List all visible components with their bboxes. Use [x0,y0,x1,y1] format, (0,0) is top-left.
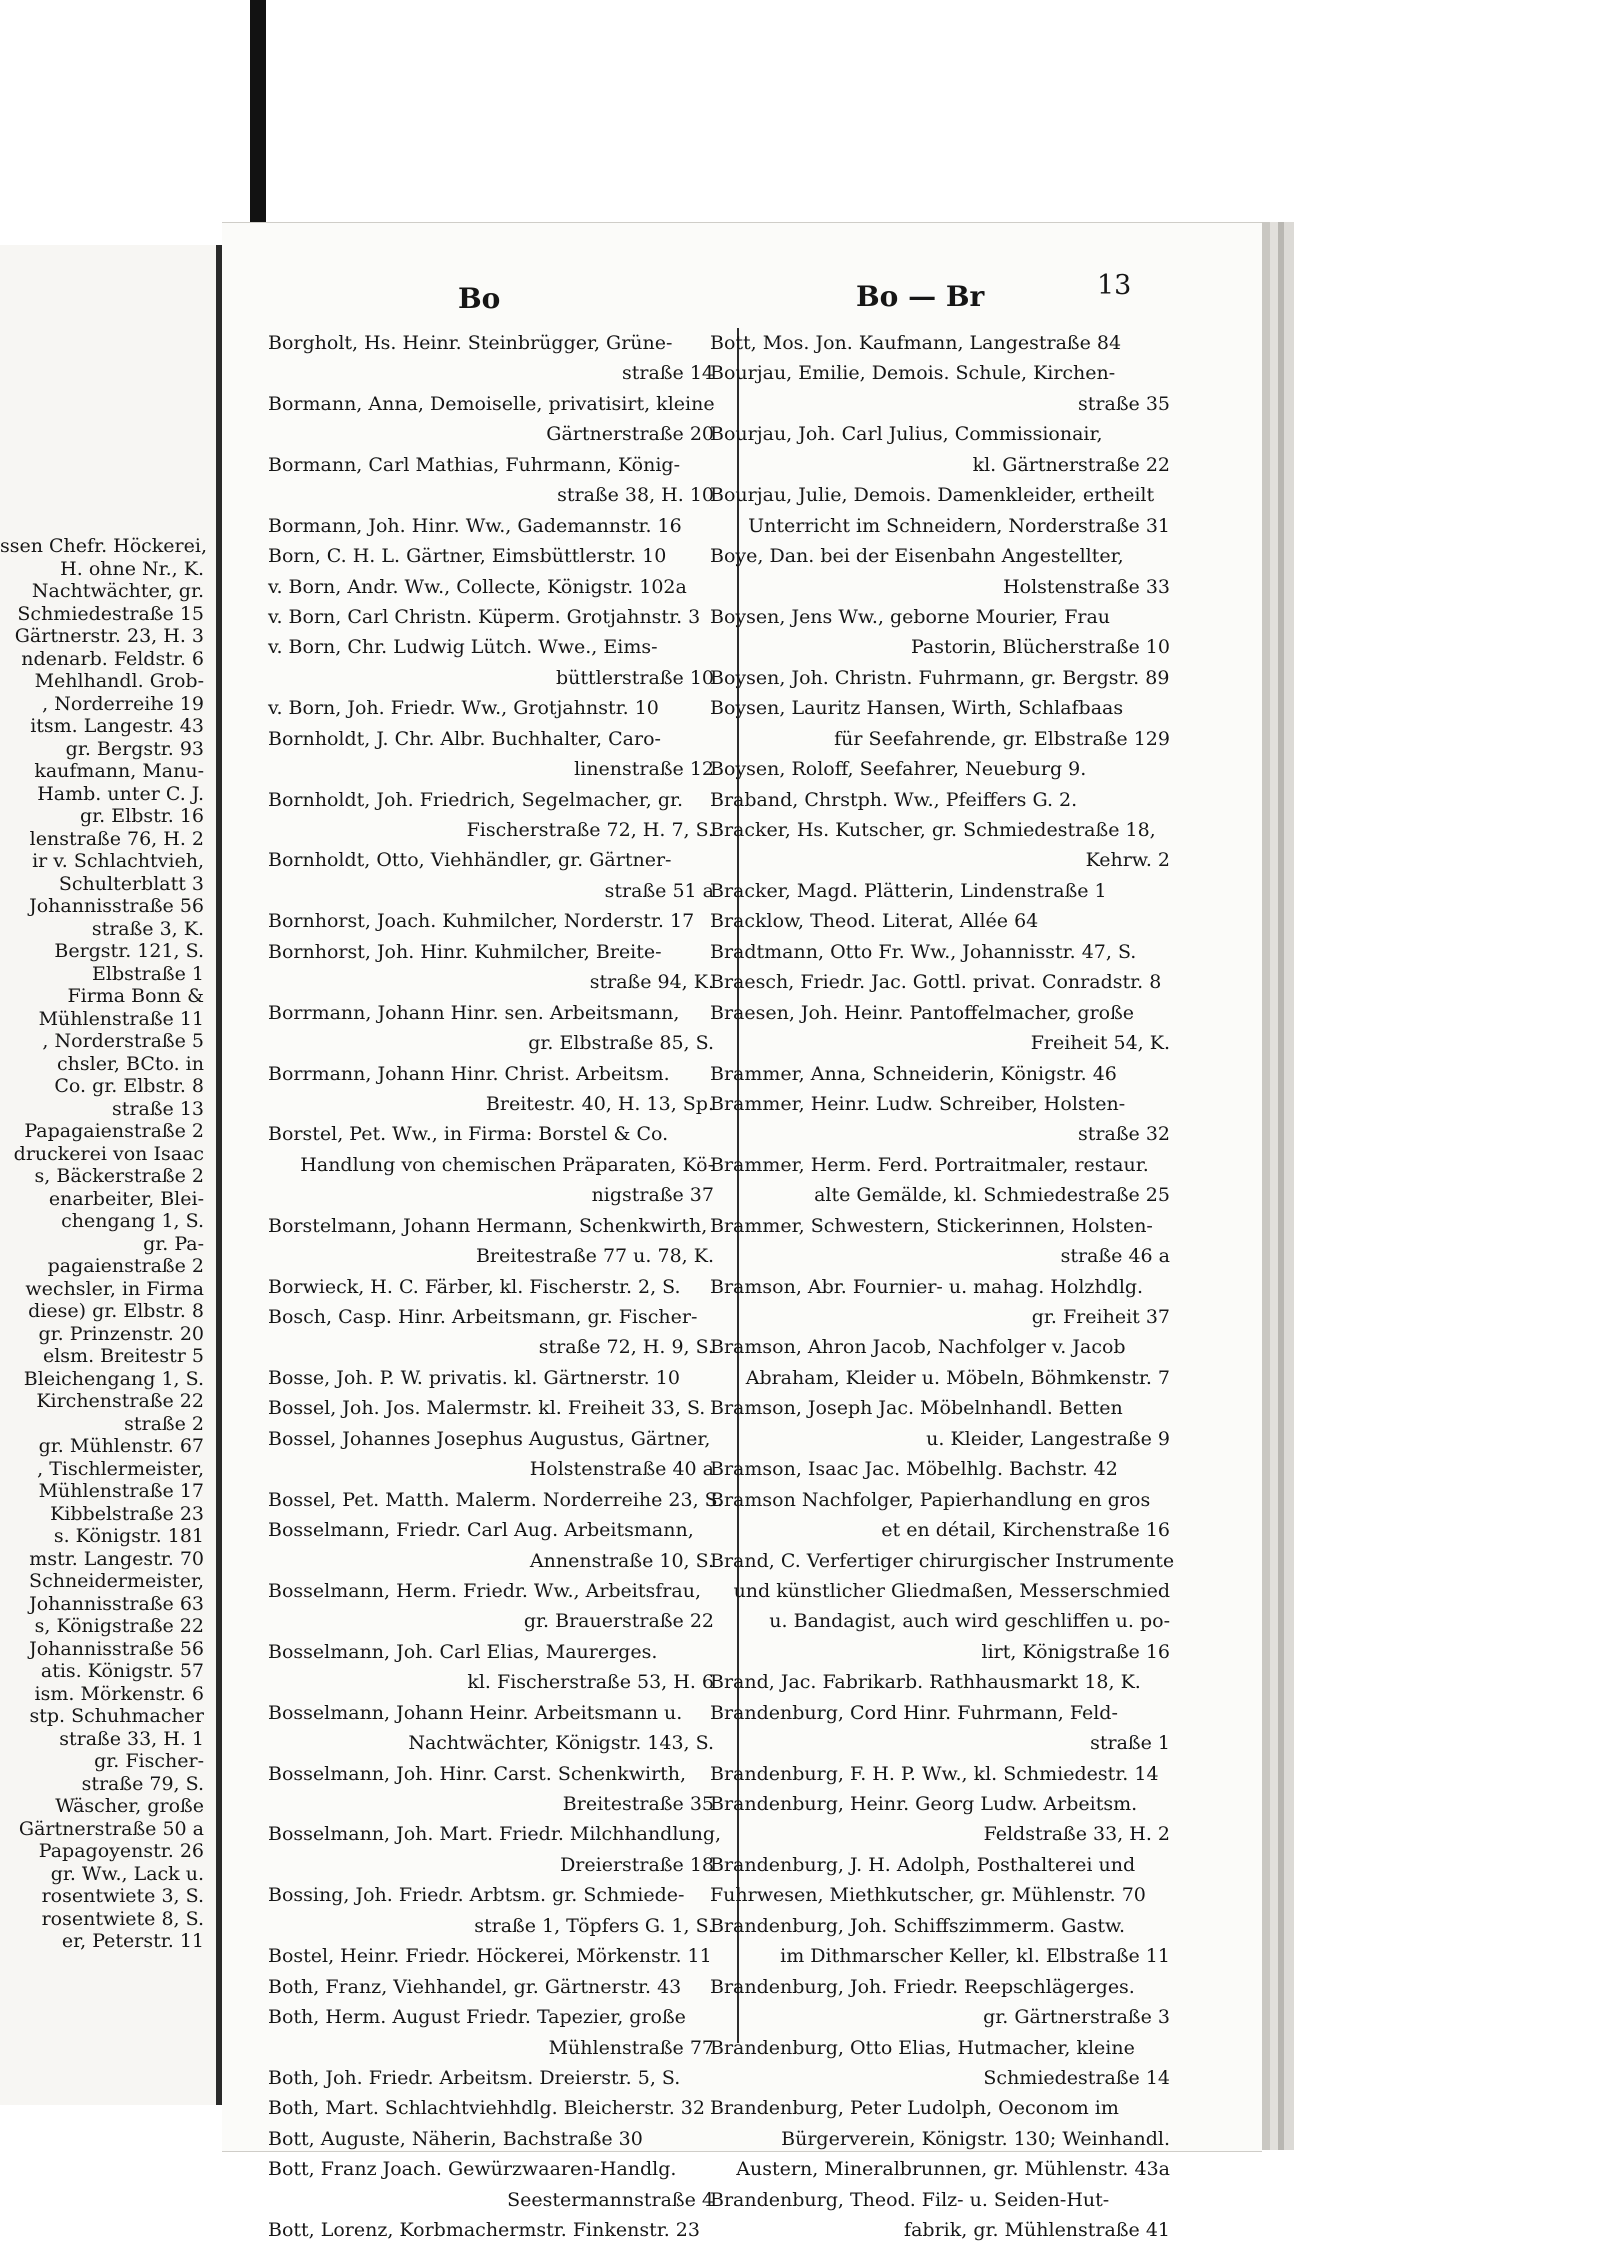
directory-entry-line: Bostel, Heinr. Friedr. Höckerei, Mörkenstr. 11 [268,1945,712,1968]
left-page-line: chsler, BCto. in [56,1052,204,1075]
directory-entry-line: Brandenburg, Heinr. Georg Ludw. Arbeitsm. [710,1793,1138,1815]
directory-entry-line: Borrmann, Johann Hinr. Christ. Arbeitsm. [268,1062,670,1085]
left-page-line: Co. gr. Elbstr. 8 [54,1075,204,1097]
directory-entry-line: Unterricht im Schneidern, Norderstraße 31 [748,514,1170,537]
directory-entry-line: straße 46 a [1060,1245,1170,1268]
directory-entry-line: Borstelmann, Johann Hermann, Schenkwirth, [268,1214,708,1237]
directory-entry-line: Bott, Lorenz, Korbmachermstr. Finkenstr. 23 [268,2219,700,2242]
directory-entry-line: im Dithmarscher Keller, kl. Elbstraße 11 [780,1945,1170,1968]
directory-entry-line: v. Born, Carl Christn. Küperm. Grotjahnstr. 3 [268,605,701,628]
directory-entry-line: straße 32 [1078,1123,1170,1146]
directory-entry-line: Boye, Dan. bei der Eisenbahn Angestellter, [710,545,1124,568]
directory-entry-line: Bürgerverein, Königstr. 130; Weinhandl. [781,2127,1170,2150]
directory-entry-line: Boysen, Jens Ww., geborne Mourier, Frau [710,605,1111,628]
directory-entry-line: Bosse, Joh. P. W. privatis. kl. Gärtnerstr. 10 [268,1366,680,1389]
directory-entry-line: v. Born, Andr. Ww., Collecte, Königstr. 102a [268,575,687,598]
directory-entry-line: Austern, Mineralbrunnen, gr. Mühlenstr. 43a [736,2158,1170,2181]
directory-entry-line: gr. Brauerstraße 22 [523,1610,714,1633]
directory-entry-line: Both, Joh. Friedr. Arbeitsm. Dreierstr. 5, S. [268,2066,681,2089]
directory-entry-line: gr. Freiheit 37 [1031,1306,1170,1328]
left-page-line: gr. Elbstr. 16 [80,805,204,827]
directory-entry-line: Bracklow, Theod. Literat, Allée 64 [710,910,1039,933]
left-page-line: , Tischlermeister, [37,1457,204,1480]
directory-entry-line: Bornholdt, Joh. Friedrich, Segelmacher, gr. [268,788,684,811]
directory-entry-line: Bracker, Hs. Kutscher, gr. Schmiedestraße 18, [710,819,1156,841]
directory-entry-line: gr. Gärtnerstraße 3 [983,2006,1170,2029]
directory-entry-line: Bosch, Casp. Hinr. Arbeitsmann, gr. Fischer- [268,1306,698,1328]
left-page-line: Johannisstraße 56 [29,895,204,917]
directory-entry-line: u. Kleider, Langestraße 9 [926,1427,1170,1450]
left-page-line: gr. Prinzenstr. 20 [38,1322,204,1345]
left-page-line: s, Bäckerstraße 2 [34,1165,204,1187]
directory-entry-line: Both, Franz, Viehhandel, gr. Gärtnerstr. 43 [268,1975,682,1998]
directory-entry-line: Breitestraße 77 u. 78, K. [475,1245,714,1268]
directory-entry-line: straße 38, H. 10 [557,484,714,507]
directory-entry-line: Bourjau, Emilie, Demois. Schule, Kirchen- [710,362,1116,385]
directory-entry-line: v. Born, Joh. Friedr. Ww., Grotjahnstr. 10 [268,697,659,720]
directory-entry-line: Both, Herm. August Friedr. Tapezier, große [268,2006,686,2029]
directory-entry-line: straße 1 [1090,1732,1170,1755]
left-page-line: H. ohne Nr., K. [60,557,204,580]
left-page-line: Elbstraße 1 [92,962,204,985]
left-page-line: Gärtnerstraße 50 a [18,1817,204,1840]
directory-entry-line: Bourjau, Joh. Carl Julius, Commissionair, [710,423,1103,446]
directory-entry-line: et en détail, Kirchenstraße 16 [881,1519,1170,1542]
directory-entry-line: Bramson, Joseph Jac. Möbelnhandl. Betten [710,1397,1123,1420]
left-page-line: mstr. Langestr. 70 [29,1547,204,1570]
directory-entry-line: alte Gemälde, kl. Schmiedestraße 25 [814,1184,1170,1207]
directory-entry-line: Brandenburg, J. H. Adolph, Posthalterei und [710,1853,1136,1876]
directory-entry-line: Bramson, Abr. Fournier- u. mahag. Holzhdlg. [710,1275,1144,1298]
directory-column-right [710,328,1175,2246]
directory-entry-line: straße 35 [1078,392,1170,415]
directory-entry-line: Brand, Jac. Fabrikarb. Rathhausmarkt 18, K. [710,1671,1141,1694]
left-page-line: atis. Königstr. 57 [40,1660,204,1682]
directory-entry-line: Bramson, Ahron Jacob, Nachfolger v. Jacob [710,1336,1126,1359]
running-head-left: Bo [458,282,501,315]
directory-entry-line: Brandenburg, Cord Hinr. Fuhrmann, Feld- [710,1701,1118,1724]
directory-entry-line: Borgholt, Hs. Heinr. Steinbrügger, Grüne- [268,332,673,354]
directory-entry-line: Fischerstraße 72, H. 7, S. [466,819,714,841]
directory-entry-line: straße 51 a [604,879,714,902]
page-edge [1270,222,1278,2150]
left-page-line: stp. Schuhmacher [29,1705,204,1727]
page-edge [1284,222,1294,2150]
directory-entry-line: Gärtnerstraße 20 [546,423,714,446]
left-page-line: Schulterblatt 3 [58,872,204,895]
left-page-line: ir v. Schlachtvieh, [32,850,204,872]
directory-entry-line: Brandenburg, Joh. Schiffszimmerm. Gastw. [710,1914,1126,1937]
directory-entry-line: Annenstraße 10, S. [529,1549,714,1572]
left-page-line: itsm. Langestr. 43 [30,715,204,737]
directory-entry-line: nigstraße 37 [591,1184,714,1207]
directory-entry-line: Bornhorst, Joh. Hinr. Kuhmilcher, Breite- [268,940,662,963]
directory-entry-line: Bosselmann, Johann Heinr. Arbeitsmann u. [268,1701,683,1724]
left-page-line: Mühlenstraße 11 [38,1007,204,1030]
left-page-line: Gärtnerstr. 23, H. 3 [14,625,204,647]
directory-entry-line: Boysen, Roloff, Seefahrer, Neueburg 9. [710,758,1087,781]
directory-entry-line: Braband, Chrstph. Ww., Pfeiffers G. 2. [710,788,1078,811]
directory-entry-line: Bosselmann, Herm. Friedr. Ww., Arbeitsfrau, [268,1579,701,1602]
directory-entry-line: straße 14 [622,362,714,385]
left-page-line: , Norderreihe 19 [42,692,204,715]
directory-entry-line: Brammer, Heinr. Ludw. Schreiber, Holsten- [710,1092,1126,1115]
directory-entry-line: Bosselmann, Joh. Mart. Friedr. Milchhandlung, [268,1823,722,1846]
left-page-line: ndenarb. Feldstr. 6 [21,647,204,670]
left-page-line: s. Königstr. 181 [53,1525,204,1547]
directory-entry-line: u. Bandagist, auch wird geschliffen u. po- [769,1610,1170,1633]
directory-entry-line: Bossel, Johannes Josephus Augustus, Gärtner, [268,1427,711,1450]
left-page-line: kaufmann, Manu- [34,760,204,782]
page-number: 13 [1097,270,1132,301]
directory-entry-line: Brammer, Schwestern, Stickerinnen, Holsten- [710,1214,1153,1237]
directory-entry-line: straße 94, K. [589,971,714,994]
left-page-line: gr. Pa- [143,1232,204,1255]
left-page-line: wechsler, in Firma [25,1277,204,1300]
left-page-line: gr. Bergstr. 93 [65,737,204,760]
left-page-line: Johannisstraße 56 [29,1637,204,1660]
directory-entry-line: Kehrw. 2 [1085,849,1170,872]
left-page-line: Papagoyenstr. 26 [38,1840,204,1862]
left-page-line: gr. Mühlenstr. 67 [38,1435,204,1457]
directory-entry-line: straße 72, H. 9, S. [538,1336,714,1359]
directory-entry-line: für Seefahrende, gr. Elbstraße 129 [834,727,1170,750]
left-page-line: straße 2 [124,1412,204,1435]
left-page [0,245,218,2105]
directory-entry-line: Brammer, Herm. Ferd. Portraitmaler, restaur. [710,1153,1149,1176]
left-page-line: straße 13 [112,1097,204,1120]
directory-entry-line: Bornhorst, Joach. Kuhmilcher, Norderstr. 17 [268,910,695,933]
directory-entry-line: Bornholdt, Otto, Viehhändler, gr. Gärtner- [268,849,672,872]
directory-entry-line: Boysen, Lauritz Hansen, Wirth, Schlafbaas [710,697,1124,720]
page-edge [1262,222,1270,2150]
directory-entry-line: Bossel, Joh. Jos. Malermstr. kl. Freiheit 33, S. [268,1397,706,1420]
directory-entry-line: Holstenstraße 33 [1003,575,1170,598]
left-page-line: diese) gr. Elbstr. 8 [28,1300,204,1322]
left-page-line: straße 33, H. 1 [59,1727,204,1750]
directory-entry-line: Bosselmann, Joh. Hinr. Carst. Schenkwirth, [268,1762,687,1785]
directory-entry-line: Brammer, Anna, Schneiderin, Königstr. 46 [710,1062,1117,1085]
directory-entry-line: Braesen, Joh. Heinr. Pantoffelmacher, große [710,1001,1135,1024]
directory-entry-line: Bramson, Isaac Jac. Möbelhlg. Bachstr. 42 [710,1458,1118,1481]
directory-entry-line: Bormann, Joh. Hinr. Ww., Gademannstr. 16 [268,514,682,537]
directory-entry-line: gr. Elbstraße 85, S. [528,1032,714,1055]
left-page-line: Firma Bonn & [67,985,204,1007]
left-page-line: straße 3, K. [91,917,204,940]
left-page-line: Schneidermeister, [29,1570,204,1592]
directory-entry-line: Nachtwächter, Königstr. 143, S. [408,1732,714,1755]
left-page-line: lenstraße 76, H. 2 [29,827,204,850]
directory-entry-line: Bosselmann, Joh. Carl Elias, Maurerges. [268,1640,658,1663]
directory-entry-line: büttlerstraße 10 [555,666,714,689]
directory-entry-line: Bormann, Anna, Demoiselle, privatisirt, kleine [268,392,715,415]
left-page-line: pagaienstraße 2 [47,1255,204,1277]
directory-entry-line: Handlung von chemischen Präparaten, Kö- [300,1153,714,1176]
directory-entry-line: Bossel, Pet. Matth. Malerm. Norderreihe 23, S. [268,1488,724,1511]
directory-entry-line: Schmiedestraße 14 [983,2066,1170,2089]
left-page-line: s, Königstraße 22 [34,1615,204,1637]
directory-entry-line: Bourjau, Julie, Demois. Damenkleider, ertheilt [710,484,1155,507]
directory-entry-line: Brand, C. Verfertiger chirurgischer Instrumente [710,1549,1175,1572]
directory-column-left [268,328,724,2246]
left-page-line: ism. Mörkenstr. 6 [34,1682,204,1705]
directory-entry-line: Abraham, Kleider u. Möbeln, Böhmkenstr. 7 [745,1366,1170,1389]
left-page-line: Kibbelstraße 23 [50,1502,204,1525]
running-head-right: Bo — Br [856,280,985,313]
directory-entry-line: Borstel, Pet. Ww., in Firma: Borstel & Co. [268,1123,669,1146]
left-page-line: Nachtwächter, gr. [31,580,204,602]
directory-entry-line: Brandenburg, Otto Elias, Hutmacher, kleine [710,2036,1135,2059]
left-page-line: gr. Ww., Lack u. [50,1862,204,1885]
directory-entry-line: Breitestraße 35 [562,1793,714,1815]
directory-entry-line: Bott, Mos. Jon. Kaufmann, Langestraße 84 [710,332,1122,354]
directory-entry-line: Bracker, Magd. Plätterin, Lindenstraße 1 [710,879,1107,902]
directory-entry-line: und künstlicher Gliedmaßen, Messerschmied [733,1579,1170,1602]
left-page-line: Mehlhandl. Grob- [34,670,204,692]
directory-entry-line: Boysen, Joh. Christn. Fuhrmann, gr. Bergstr. 89 [710,666,1170,689]
directory-entry-line: Bornholdt, J. Chr. Albr. Buchhalter, Caro- [268,727,661,750]
left-page-text [0,535,206,1953]
left-page-line: Johannisstraße 63 [29,1592,204,1615]
left-page-line: chengang 1, S. [61,1210,204,1232]
directory-entry-line: Bossing, Joh. Friedr. Arbtsm. gr. Schmiede- [268,1884,685,1907]
left-page-line: rosentwiete 8, S. [41,1907,204,1930]
directory-entry-line: Fuhrwesen, Miethkutscher, gr. Mühlenstr. 70 [710,1884,1146,1907]
directory-entry-line: kl. Fischerstraße 53, H. 6 [467,1671,714,1694]
left-page-line: straße 79, S. [81,1772,204,1795]
left-page-line: elsm. Breitestr 5 [42,1345,204,1367]
left-page-line: Bergstr. 121, S. [54,940,204,962]
directory-entry-line: Borrmann, Johann Hinr. sen. Arbeitsmann, [268,1001,680,1024]
directory-entry-line: Freiheit 54, K. [1030,1032,1170,1055]
left-page-line: Papagaienstraße 2 [24,1120,204,1142]
left-page-line: rosentwiete 3, S. [41,1885,204,1907]
left-page-line: er, Peterstr. 11 [61,1930,204,1952]
directory-entry-line: straße 1, Töpfers G. 1, S. [474,1914,714,1937]
directory-entry-line: Bradtmann, Otto Fr. Ww., Johannisstr. 47, S. [710,940,1137,963]
directory-entry-line: Bott, Franz Joach. Gewürzwaaren-Handlg. [268,2158,677,2181]
directory-entry-line: Borwieck, H. C. Färber, kl. Fischerstr. 2, S. [268,1275,681,1298]
directory-entry-line: Brandenburg, Theod. Filz- u. Seiden-Hut- [710,2188,1110,2211]
left-page-line: ssen Chefr. Höckerei, [0,535,207,557]
left-page-line: druckerei von Isaac [13,1142,204,1165]
directory-entry-line: Brandenburg, Peter Ludolph, Oeconom im [710,2097,1119,2120]
directory-entry-line: Braesch, Friedr. Jac. Gottl. privat. Conradstr. 8 [710,971,1162,994]
directory-entry-line: Bosselmann, Friedr. Carl Aug. Arbeitsmann, [268,1519,694,1542]
left-page-line: Wäscher, große [55,1795,204,1817]
directory-entry-line: Breitestr. 40, H. 13, Sp. [485,1092,714,1115]
directory-entry-line: kl. Gärtnerstraße 22 [972,453,1170,476]
left-page-line: Schmiedestraße 15 [17,602,204,625]
left-page-line: gr. Fischer- [94,1750,204,1772]
directory-entry-line: Both, Mart. Schlachtviehhdlg. Bleicherstr. 32 [268,2097,705,2120]
left-page-line: Kirchenstraße 22 [36,1390,204,1412]
directory-entry-line: linenstraße 12 [574,758,714,781]
directory-entry-line: Brandenburg, F. H. P. Ww., kl. Schmiedestr. 14 [710,1762,1159,1785]
directory-entry-line: Seestermannstraße 4 [507,2188,714,2211]
directory-entry-line: Feldstraße 33, H. 2 [983,1823,1170,1846]
left-page-line: enarbeiter, Blei- [48,1187,204,1210]
directory-entry-line: Brandenburg, Joh. Friedr. Reepschlägerges. [710,1975,1135,1998]
directory-entry-line: Bott, Auguste, Näherin, Bachstraße 30 [268,2127,643,2150]
directory-entry-line: Bormann, Carl Mathias, Fuhrmann, König- [268,453,680,476]
directory-entry-line: v. Born, Chr. Ludwig Lütch. Wwe., Eims- [268,636,658,659]
directory-entry-line: Pastorin, Blücherstraße 10 [911,636,1170,659]
left-page-line: , Norderstraße 5 [42,1030,204,1052]
left-page-line: Hamb. unter C. J. [37,782,204,805]
directory-entry-line: Born, C. H. L. Gärtner, Eimsbüttlerstr. 10 [268,545,667,568]
directory-entry-line: fabrik, gr. Mühlenstraße 41 [904,2219,1170,2242]
directory-entry-line: Mühlenstraße 77 [548,2036,714,2059]
directory-entry-line: Holstenstraße 40 a [529,1458,714,1481]
directory-entry-line: Dreierstraße 18 [560,1853,714,1876]
directory-entry-line: Bramson Nachfolger, Papierhandlung en gros [710,1488,1151,1511]
directory-entry-line: lirt, Königstraße 16 [981,1640,1170,1663]
left-page-line: Mühlenstraße 17 [38,1480,204,1502]
left-page-line: Bleichengang 1, S. [23,1367,204,1390]
